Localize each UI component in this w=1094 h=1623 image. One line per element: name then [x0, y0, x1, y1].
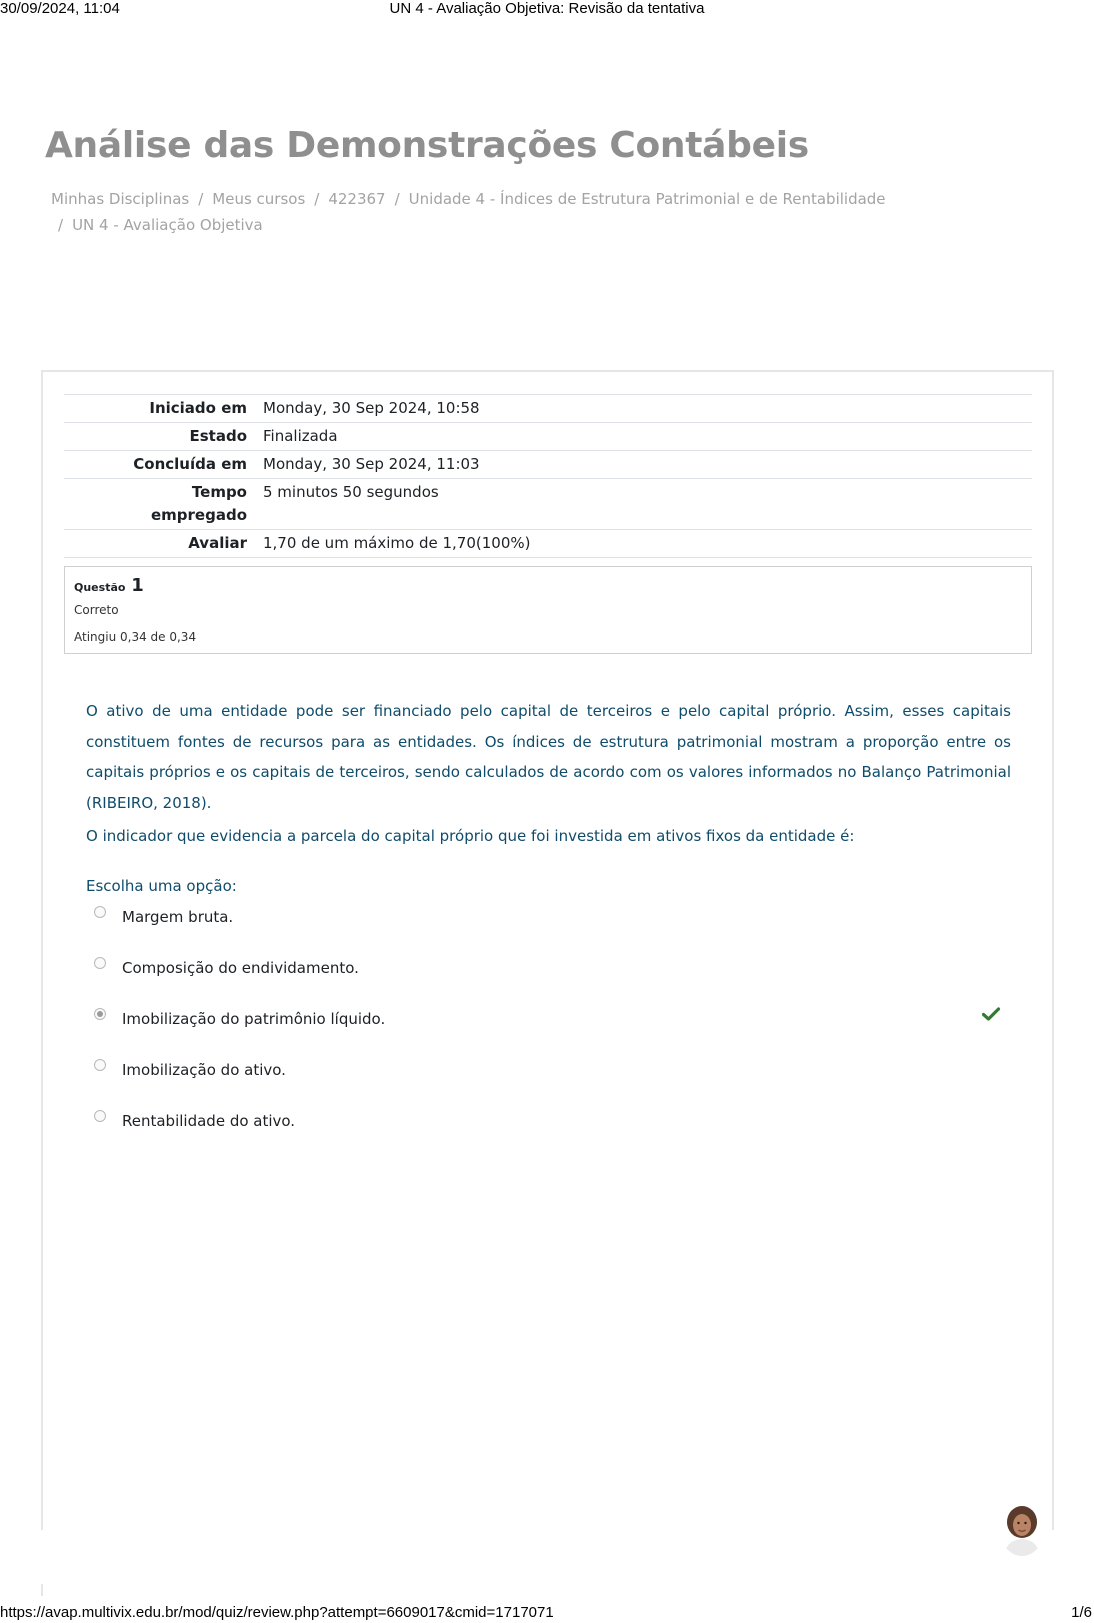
- radio-button[interactable]: [94, 1110, 106, 1122]
- summary-value: Finalizada: [263, 427, 338, 445]
- question-prompt: O indicador que evidencia a parcela do capital próprio que foi investida em ativos fixos da entidade é:: [86, 827, 855, 845]
- choose-option-label: Escolha uma opção:: [86, 877, 237, 895]
- question-info-box: [64, 566, 1032, 654]
- answer-option-label: Imobilização do ativo.: [122, 1061, 286, 1079]
- print-page-number: 1/6: [1071, 1604, 1092, 1621]
- breadcrumb-separator: /: [198, 190, 204, 208]
- answer-option-selected[interactable]: [94, 1008, 1014, 1032]
- answer-option-label: Composição do endividamento.: [122, 959, 359, 977]
- answer-option-label: Margem bruta.: [122, 908, 234, 926]
- breadcrumb-separator: /: [58, 216, 64, 234]
- summary-label: Estado: [189, 427, 247, 445]
- summary-row: [64, 451, 1032, 479]
- attempt-summary-table: [64, 394, 1032, 558]
- print-page-title: UN 4 - Avaliação Objetiva: Revisão da tentativa: [389, 0, 705, 17]
- print-url: https://avap.multivix.edu.br/mod/quiz/review.php?attempt=6609017&cmid=1717071: [0, 1604, 554, 1621]
- print-footer: [0, 1604, 1094, 1622]
- answer-option[interactable]: [94, 1059, 1014, 1083]
- summary-value: 1,70 de um máximo de 1,70(100%): [263, 534, 531, 552]
- question-state: Correto: [74, 603, 119, 617]
- summary-row: [64, 423, 1032, 451]
- summary-row: [64, 479, 1032, 530]
- question-label: Questão: [74, 581, 126, 594]
- answer-option[interactable]: [94, 906, 1014, 930]
- breadcrumb-item-course-id[interactable]: 422367: [328, 190, 386, 208]
- question-number: [74, 575, 144, 596]
- summary-value: Monday, 30 Sep 2024, 11:03: [263, 455, 480, 473]
- breadcrumb-item-meus-cursos[interactable]: Meus cursos: [212, 190, 306, 208]
- radio-button[interactable]: [94, 1059, 106, 1071]
- answer-option-label: Imobilização do patrimônio líquido.: [122, 1010, 386, 1028]
- breadcrumb-separator: /: [314, 190, 320, 208]
- breadcrumb-item-quiz[interactable]: UN 4 - Avaliação Objetiva: [72, 216, 263, 234]
- summary-value: Monday, 30 Sep 2024, 10:58: [263, 399, 480, 417]
- question-text: O ativo de uma entidade pode ser financiado pelo capital de terceiros e pelo capital próprio. Assim, esses capitais constituem fontes de recursos para as entidades. Os índices de estrutura patrimonial mostram a proporção entre os capitais próprios e os capitais de terceiros, sendo calculados de acordo com os valores informados no Balanço Patrimonial (RIBEIRO, 2018).: [86, 702, 1011, 812]
- answer-option-label: Rentabilidade do ativo.: [122, 1112, 296, 1130]
- radio-button-checked[interactable]: [94, 1008, 106, 1020]
- breadcrumb-item-unit[interactable]: Unidade 4 - Índices de Estrutura Patrimonial e de Rentabilidade: [408, 190, 886, 208]
- card-border-fragment: [41, 1584, 43, 1596]
- question-number-value: 1: [131, 575, 144, 596]
- summary-label: Avaliar: [188, 534, 247, 552]
- page-title: Análise das Demonstrações Contábeis: [45, 125, 809, 166]
- answer-option[interactable]: [94, 957, 1014, 981]
- summary-label: Iniciado em: [149, 399, 247, 417]
- breadcrumb-separator: /: [394, 190, 400, 208]
- summary-label: Concluída em: [133, 455, 247, 473]
- radio-button[interactable]: [94, 957, 106, 969]
- radio-button[interactable]: [94, 906, 106, 918]
- breadcrumb-item-minhas-disciplinas[interactable]: Minhas Disciplinas: [51, 190, 190, 208]
- print-header: [0, 0, 1094, 18]
- answer-option[interactable]: [94, 1110, 1014, 1134]
- assistant-avatar[interactable]: [1000, 1504, 1044, 1556]
- breadcrumb: [51, 186, 931, 238]
- summary-value: 5 minutos 50 segundos: [263, 483, 439, 501]
- summary-label: Tempo empregado: [150, 483, 247, 524]
- check-icon: [982, 1007, 1000, 1021]
- question-grade: Atingiu 0,34 de 0,34: [74, 630, 197, 644]
- summary-row: [64, 395, 1032, 423]
- print-datetime: 30/09/2024, 11:04: [0, 0, 120, 17]
- summary-row: [64, 530, 1032, 558]
